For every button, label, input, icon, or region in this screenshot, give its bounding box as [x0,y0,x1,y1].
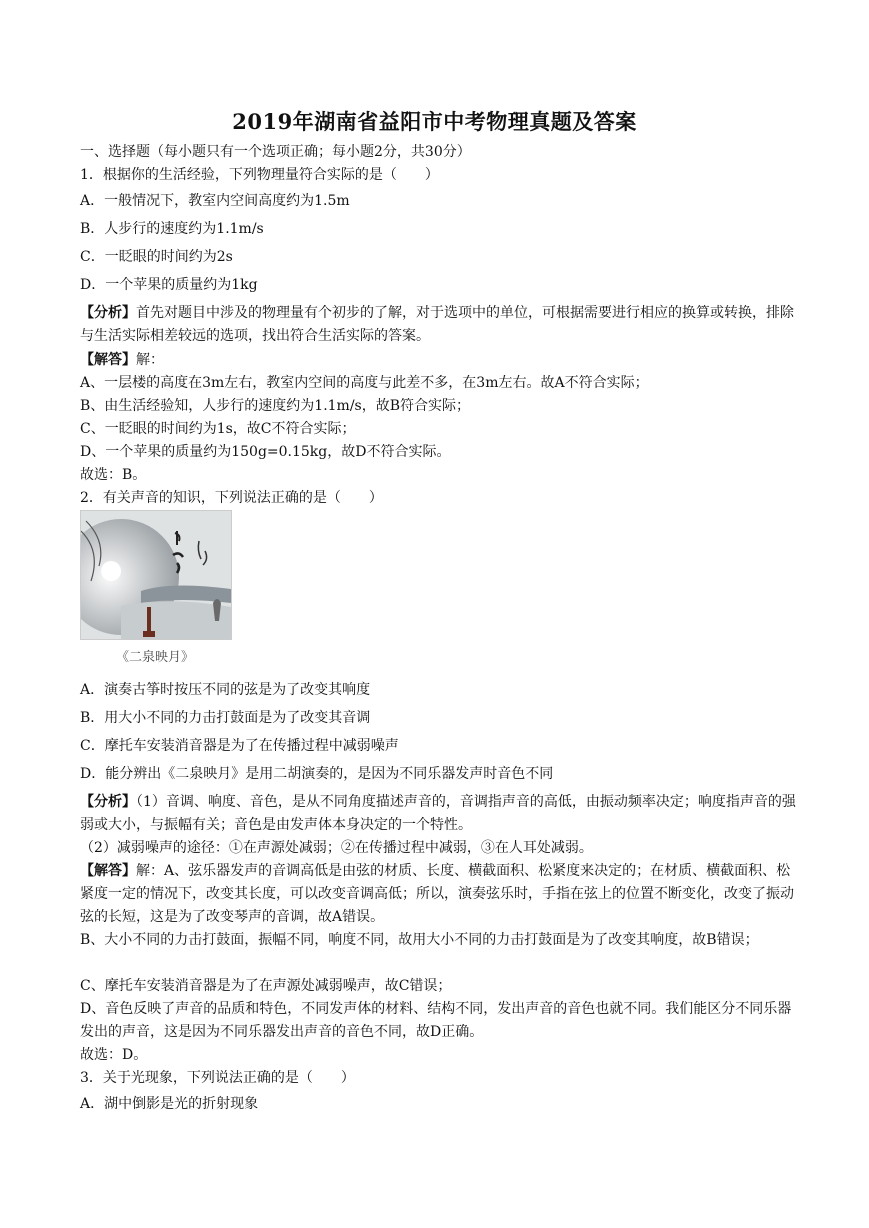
q1-answer-line-b: B、由生活经验知，人步行的速度约为1.1m/s，故B符合实际； [80,398,471,414]
q1-answer-intro: 解： [136,352,164,368]
q1-analysis-tag: 【分析】 [80,305,136,321]
page-title: 2019年湖南省益阳市中考物理真题及答案 [232,109,637,134]
q2-analysis [80,791,800,837]
q2-option-a: A．演奏古筝时按压不同的弦是为了改变其响度 [80,682,371,698]
q3-option-a: A．湖中倒影是光的折射现象 [80,1096,259,1112]
q1-option-d: D．一个苹果的质量约为1kg [80,277,258,293]
q2-figure-caption: 《二泉映月》 [115,650,194,665]
q1-conclusion: 故选：B。 [80,467,147,483]
q2-conclusion: 故选：D。 [80,1047,148,1063]
section-heading: 一、选择题（每小题只有一个选项正确；每小题2分，共30分） [80,144,471,160]
q1-answer-line-a: A、一层楼的高度在3m左右，教室内空间的高度与此差不多，在3m左右。故A不符合实际； [80,375,649,391]
q2-answer-b: B、大小不同的力击打鼓面，振幅不同，响度不同，故用大小不同的力击打鼓面是为了改变其响度，故B错误； [80,932,759,948]
q2-answer-tag: 【解答】 [80,863,136,879]
q1-analysis-text: 首先对题目中涉及的物理量有个初步的了解，对于选项中的单位，可根据需要进行相应的换算或转换，排除与生活实际相差较远的选项，找出符合生活实际的答案。 [80,305,794,344]
q1-answer-line-d: D、一个苹果的质量约为150g=0.15kg，故D不符合实际。 [80,444,451,460]
q2-stem: 2．有关声音的知识，下列说法正确的是（ ） [80,490,383,506]
q1-analysis [80,302,800,348]
q1-option-c: C．一眨眼的时间约为2s [80,249,233,265]
q2-option-c: C．摩托车安装消音器是为了在传播过程中减弱噪声 [80,738,399,754]
q2-answer-c: C、摩托车安装消音器是为了在声源处减弱噪声，故C错误； [80,978,452,994]
q1-option-b: B．人步行的速度约为1.1m/s [80,221,264,237]
q2-analysis-text: （1）音调、响度、音色，是从不同角度描述声音的，音调指声音的高低，由振动频率决定；响度指声音的强弱或大小，与振幅有关；音色是由发声体本身决定的一个特性。 [80,794,796,833]
q2-answer-a-text: 解：A、弦乐器发声的音调高低是由弦的材质、长度、横截面积、松紧度来决定的；在材质、横截面积、松紧度一定的情况下，改变其长度，可以改变音调高低；所以，演奏弦乐时，手指在弦上的位置不断变化，改变了振动弦的长短，这是为了改变琴声的音调，故A错误。 [80,863,794,925]
q2-figure [80,510,232,670]
q2-option-d: D．能分辨出《二泉映月》是用二胡演奏的，是因为不同乐器发声时音色不同 [80,766,554,782]
q2-option-b: B．用大小不同的力击打鼓面是为了改变其音调 [80,710,371,726]
q2-analysis-2: （2）减弱噪声的途径：①在声源处减弱；②在传播过程中减弱，③在人耳处减弱。 [80,840,593,856]
q2-answer-d: D、音色反映了声音的品质和特色，不同发声体的材料、结构不同，发出声音的音色也就不同。我们能区分不同乐器发出的声音，这是因为不同乐器发出声音的音色不同，故D正确。 [80,1001,792,1040]
q1-answer-heading [80,349,800,371]
q1-option-a: A．一般情况下，教室内空间高度约为1.5m [80,193,350,209]
erquan-yingyue-illustration [80,510,232,640]
q1-stem: 1．根据你的生活经验，下列物理量符合实际的是（ ） [80,167,439,183]
q1-answer-tag: 【解答】 [80,352,136,368]
q1-answer-line-c: C、一眨眼的时间约为1s，故C不符合实际； [80,421,356,437]
q2-analysis-tag: 【分析】 [80,794,136,810]
q3-stem: 3．关于光现象，下列说法正确的是（ ） [80,1070,355,1086]
q2-answer-a [80,860,800,929]
